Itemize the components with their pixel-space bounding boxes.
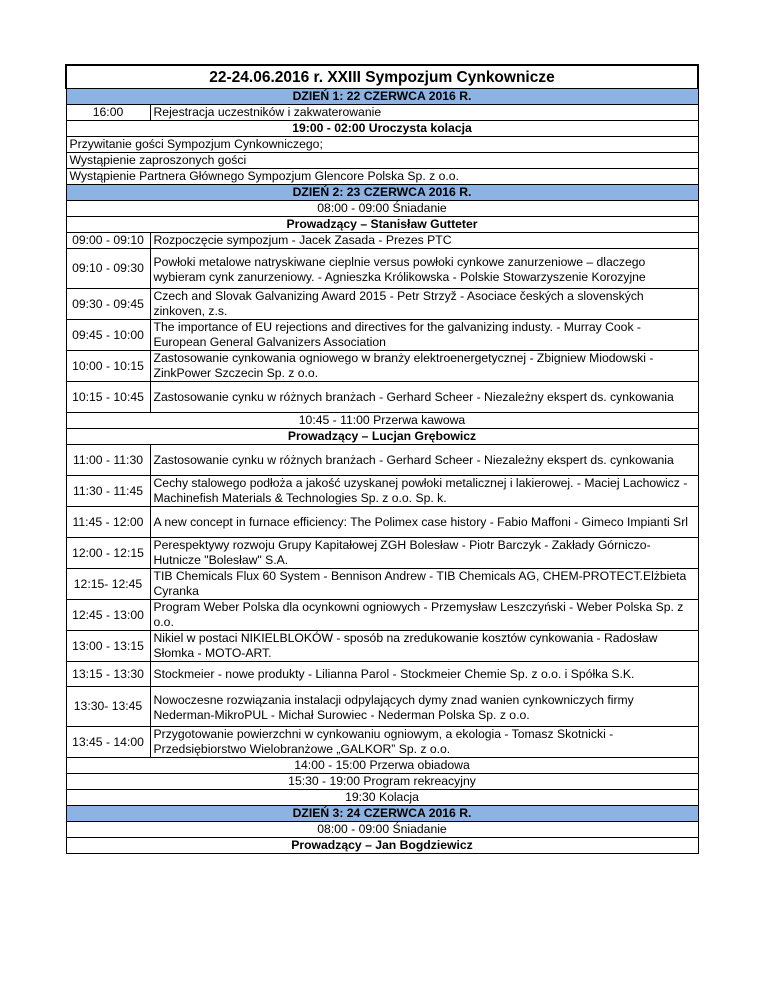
breakfast-row: 08:00 - 09:00 Śniadanie <box>66 201 698 217</box>
row-text: Zastosowanie cynkowania ogniowego w branży elektroenergetycznej - Zbigniew Miodowski - ZinkPower Szczecin Sp. z o.o. <box>150 351 698 382</box>
row-text: Cechy stalowego podłoża a jakość uzyskanej powłoki metalicznej i lakierowej. - Maciej Lachowicz - Machinefish Materials & Technologies Sp. z o.o. Sp. k. <box>150 476 698 507</box>
schedule-row <box>66 351 698 382</box>
schedule-row <box>66 476 698 507</box>
row-text: Zastosowanie cynku w różnych branżach - Gerhard Scheer - Niezależny ekspert ds. cynkowania <box>150 445 698 476</box>
chair-row: Prowadzący – Jan Bogdziewicz <box>66 838 698 854</box>
row-text: Rejestracja uczestników i zakwaterowanie <box>150 105 698 121</box>
page-title: 22-24.06.2016 r. XXIII Sympozjum Cynkownicze <box>66 65 698 89</box>
row-time: 13:45 - 14:00 <box>66 727 150 758</box>
chair-row: Prowadzący – Stanisław Gutteter <box>66 217 698 233</box>
row-time: 11:45 - 12:00 <box>66 507 150 538</box>
day-1-item: Przywitanie gości Sympozjum Cynkowniczego; <box>66 137 698 153</box>
schedule-row <box>66 320 698 351</box>
row-text: The importance of EU rejections and directives for the galvanizing industy. - Murray Cook - European General Galvanizers Association <box>150 320 698 351</box>
row-time: 09:30 - 09:45 <box>66 289 150 320</box>
row-text: Czech and Slovak Galvanizing Award 2015 - Petr Strzyž - Asociace českých a slovenských zinkoven, z.s. <box>150 289 698 320</box>
row-time: 10:15 - 10:45 <box>66 382 150 413</box>
row-text: Zastosowanie cynku w różnych branżach - Gerhard Scheer - Niezależny ekspert ds. cynkowania <box>150 382 698 413</box>
schedule-row <box>66 233 698 249</box>
row-time: 13:15 - 13:30 <box>66 662 150 687</box>
row-text: Przygotowanie powierzchni w cynkowaniu ogniowym, a ekologia - Tomasz Skotnicki - Przedsiębiorstwo Wielobranżowe „GALKOR” Sp. z o.o. <box>150 727 698 758</box>
schedule-row <box>66 687 698 727</box>
schedule-row <box>66 105 698 121</box>
recreation-row: 15:30 - 19:00 Program rekreacyjny <box>66 774 698 790</box>
row-time: 10:00 - 10:15 <box>66 351 150 382</box>
row-text: Nowoczesne rozwiązania instalacji odpylających dymy znad wanien cynkowniczych firmy Nederman-MikroPUL - Michał Surowiec - Nederman Polska Sp. z o.o. <box>150 687 698 727</box>
day-1-header: DZIEŃ 1: 22 CZERWCA 2016 R. <box>66 89 698 105</box>
schedule-row <box>66 382 698 413</box>
day-1-item: Wystąpienie zaproszonych gości <box>66 153 698 169</box>
day-1-item: Wystąpienie Partnera Głównego Sympozjum Glencore Polska Sp. z o.o. <box>66 169 698 185</box>
row-text: Program Weber Polska dla ocynkowni ogniowych - Przemysław Leszczyński - Weber Polska Sp. z o.o. <box>150 600 698 631</box>
row-time: 16:00 <box>66 105 150 121</box>
row-time: 13:30- 13:45 <box>66 687 150 727</box>
schedule-row <box>66 507 698 538</box>
row-text: Powłoki metalowe natryskiwane cieplnie versus powłoki cynkowe zanurzeniowe – dlaczego wybieram cynk zanurzeniowy. - Agnieszka Królikowska - Polskie Stowarzyszenie Korozyjne <box>150 249 698 289</box>
breakfast-row: 08:00 - 09:00 Śniadanie <box>66 822 698 838</box>
day-2-header: DZIEŃ 2: 23 CZERWCA 2016 R. <box>66 185 698 201</box>
row-text: Rozpoczęcie sympozjum - Jacek Zasada - Prezes PTC <box>150 233 698 249</box>
schedule-row <box>66 727 698 758</box>
dinner-row: 19:00 - 02:00 Uroczysta kolacja <box>66 121 698 137</box>
row-time: 12:45 - 13:00 <box>66 600 150 631</box>
schedule-row <box>66 631 698 662</box>
schedule-row <box>66 289 698 320</box>
schedule-row <box>66 662 698 687</box>
schedule-row <box>66 538 698 569</box>
lunch-row: 14:00 - 15:00 Przerwa obiadowa <box>66 758 698 774</box>
schedule-row <box>66 600 698 631</box>
schedule-row <box>66 445 698 476</box>
row-time: 12:15- 12:45 <box>66 569 150 600</box>
row-time: 11:00 - 11:30 <box>66 445 150 476</box>
row-time: 11:30 - 11:45 <box>66 476 150 507</box>
row-text: Perespektywy rozwoju Grupy Kapitałowej ZGH Bolesław - Piotr Barczyk - Zakłady Górniczo-Hutnicze "Bolesław" S.A. <box>150 538 698 569</box>
schedule-row <box>66 249 698 289</box>
row-time: 09:10 - 09:30 <box>66 249 150 289</box>
row-time: 09:45 - 10:00 <box>66 320 150 351</box>
schedule-row <box>66 569 698 600</box>
row-text: A new concept in furnace efficiency: The Polimex case history - Fabio Maffoni - Gimeco Impianti Srl <box>150 507 698 538</box>
row-time: 13:00 - 13:15 <box>66 631 150 662</box>
coffee-break-row: 10:45 - 11:00 Przerwa kawowa <box>66 413 698 429</box>
chair-row: Prowadzący – Lucjan Grębowicz <box>66 429 698 445</box>
supper-row: 19:30 Kolacja <box>66 790 698 806</box>
row-text: Stockmeier - nowe produkty - Lilianna Parol - Stockmeier Chemie Sp. z o.o. i Spółka S.K. <box>150 662 698 687</box>
day-3-header: DZIEŃ 3: 24 CZERWCA 2016 R. <box>66 806 698 822</box>
row-time: 12:00 - 12:15 <box>66 538 150 569</box>
row-text: TIB Chemicals Flux 60 System - Bennison Andrew - TIB Chemicals AG, CHEM-PROTECT.Elżbieta Cyranka <box>150 569 698 600</box>
row-time: 09:00 - 09:10 <box>66 233 150 249</box>
row-text: Nikiel w postaci NIKIELBLOKÓW - sposób na zredukowanie kosztów cynkowania - Radosław Słomka - MOTO-ART. <box>150 631 698 662</box>
schedule-table <box>65 64 699 854</box>
